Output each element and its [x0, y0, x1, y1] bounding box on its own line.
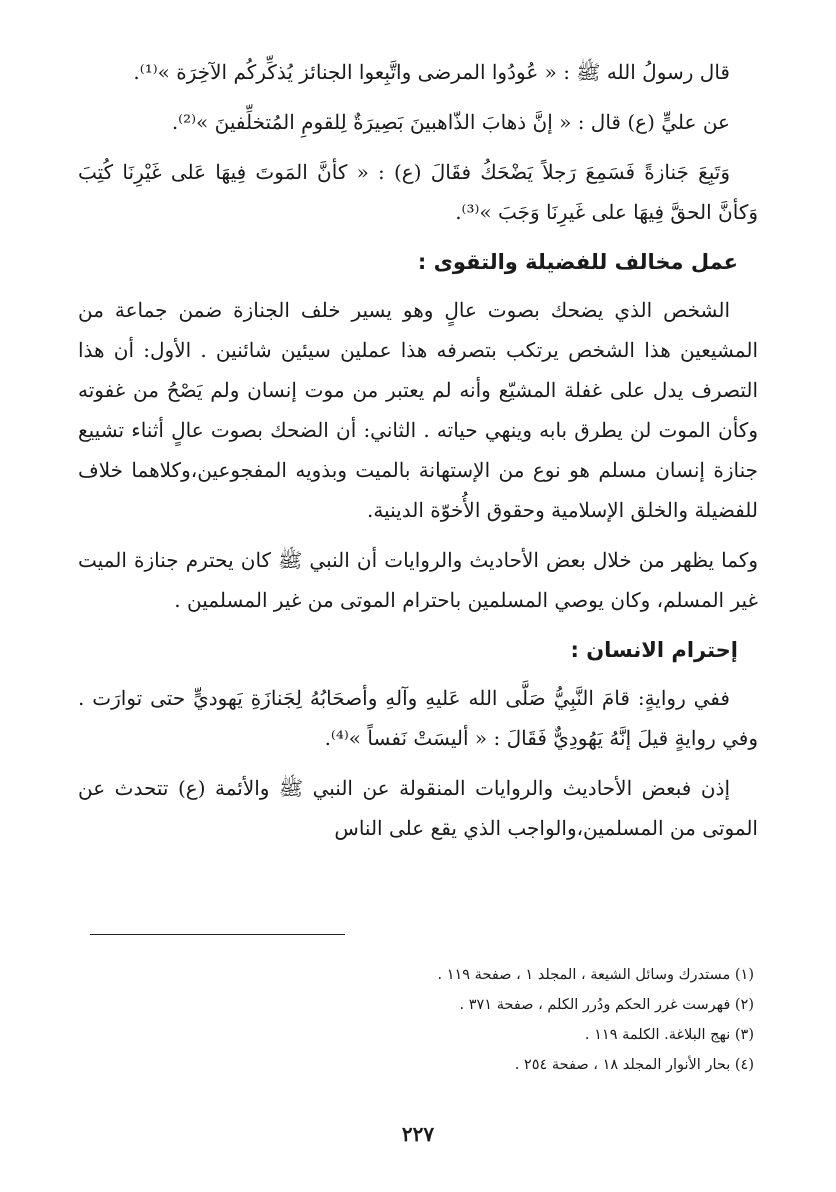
footnotes [82, 960, 754, 1080]
hadith-paragraph-jewish-funeral: ففي روايةٍ: قامَ النَّبِيُّ صَلَّى الله عَليهِ وآلهِ وأصحَابُهُ لِجَنازَةِ يَهوديٍّ حتى توارَت . وفي روايةٍ قيلَ إنَّهُ يَهُودِيٌّ فَقَالَ : « أليسَتْ نَفساً »⁽⁴⁾. [78, 686, 758, 750]
body-paragraph-laughing-behaviour: الشخص الذي يضحك بصوت عالٍ وهو يسير خلف الجنازة ضمن جماعة من المشيعين هذا الشخص يرتكب بتصرفه هذا عملين سيئين شائنين . الأول: أن هذا التصرف يدل على غفلة المشيّع وأنه لم يعتبر من موت إنسان ولم يَصْحُ من غفوته وكأن الموت لن يطرق بابه وينهي حياته . الثاني: أن الضحك بصوت عالٍ أثناء تشييع جنازة إنسان مسلم هو نوع من الإستهانة بالميت وبذويه المفجوعين،وكلاهما خلاف للفضيلة والخلق الإسلامية وحقوق الأُخوّة الدينية. [78, 298, 758, 522]
hadith-paragraph-laughing-man: وَتَبِعَ جَنازةً فَسَمِعَ رَجلاً يَضْحَكُ فقَالَ (ع) : « كأنَّ المَوتَ فِيهَا عَلى غَيْرِنَا كُتِبَ وَكأنَّ الحقَّ فِيهَا على غَيرِنَا وَجَبَ »⁽³⁾. [78, 160, 758, 224]
footnote-4: (٤) بحار الأنوار المجلد ١٨ ، صفحة ٢٥٤ . [514, 1057, 754, 1073]
page-number: ٢٢٧ [401, 1122, 435, 1146]
section-heading-virtue: عمل مخالف للفضيلة والتقوى : [417, 250, 738, 274]
footnote-2: (٢) فهرست غرر الحكم ودُرر الكلم ، صفحة ٣٧١ . [459, 997, 754, 1013]
footnote-divider [90, 934, 345, 935]
hadith-paragraph-ali: عن عليٍّ (ع) قال : « إنَّ ذهابَ الذّاهبينَ بَصِيرَةٌ لِلقومِ المُتخلِّفينَ »⁽²⁾. [171, 110, 730, 134]
footnote-1: (١) مستدرك وسائل الشيعة ، المجلد ١ ، صفحة ١١٩ . [437, 967, 754, 983]
hadith-paragraph-visiting-sick: قال رسولُ الله ﷺ : « عُودُوا المرضى واتَّبِعوا الجنائز يُذكِّركُم الآخِرَة »⁽¹⁾. [133, 60, 730, 84]
body-paragraph-respect-non-muslim: وكما يظهر من خلال بعض الأحاديث والروايات أن النبي ﷺ كان يحترم جنازة الميت غير المسلم، وكان يوصي المسلمين باحترام الموتى من غير المسلمين . [78, 548, 758, 612]
section-heading-human-respect: إحترام الانسان : [570, 638, 738, 662]
body-paragraph-conclusion: إذن فبعض الأحاديث والروايات المنقولة عن النبي ﷺ والأئمة (ع) تتحدث عن الموتى من المسلمين،والواجب الذي يقع على الناس [78, 776, 758, 840]
footnote-3: (٣) نهج البلاغة. الكلمة ١١٩ . [584, 1027, 754, 1043]
